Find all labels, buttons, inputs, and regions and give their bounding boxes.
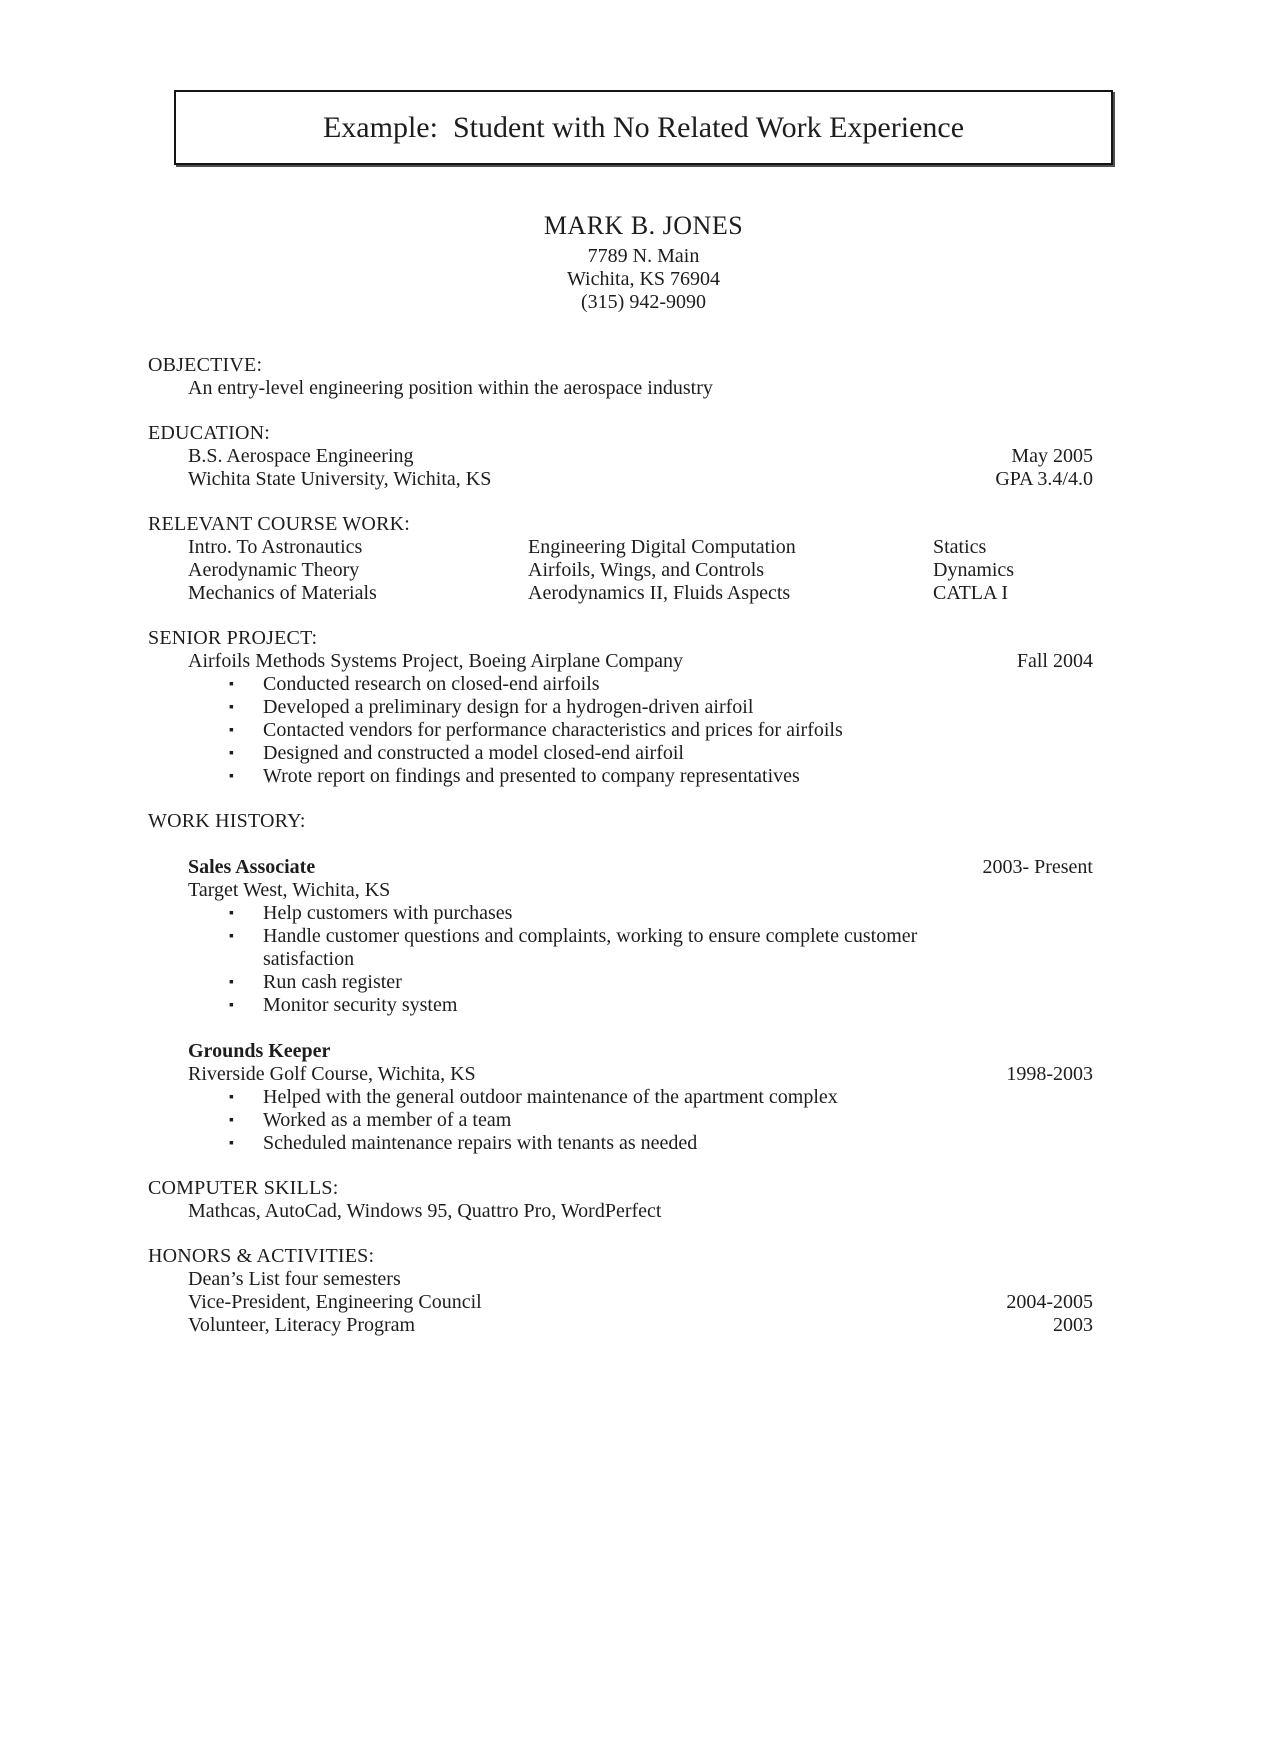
project-title-row <box>148 650 1093 673</box>
section-coursework <box>148 513 1093 605</box>
bullet-text: Handle customer questions and complaints, working to ensure complete customer satisfaction <box>263 925 918 970</box>
senior-project-heading: SENIOR PROJECT: <box>148 627 318 649</box>
square-bullet-icon: ▪ <box>229 906 234 921</box>
job-employer-row <box>148 1063 1093 1086</box>
square-bullet-icon: ▪ <box>229 998 234 1013</box>
job-date: 2003- Present <box>982 856 1093 878</box>
coursework-heading: RELEVANT COURSE WORK: <box>148 513 411 535</box>
computer-skills-heading: COMPUTER SKILLS: <box>148 1177 339 1199</box>
square-bullet-icon: ▪ <box>229 746 234 761</box>
computer-skills-text: Mathcas, AutoCad, Windows 95, Quattro Pro, WordPerfect <box>188 1200 662 1222</box>
honors-row <box>148 1314 1093 1337</box>
job-title: Grounds Keeper <box>188 1040 331 1062</box>
section-honors <box>148 1245 1093 1337</box>
coursework-grid <box>148 536 1093 605</box>
banner-box <box>174 90 1113 165</box>
job-entry <box>148 856 1093 1017</box>
work-history-heading: WORK HISTORY: <box>148 810 306 832</box>
bullet-text: Contacted vendors for performance characteristics and prices for airfoils <box>263 719 843 741</box>
course: Statics <box>933 536 987 558</box>
section-education <box>148 422 1093 491</box>
objective-heading: OBJECTIVE: <box>148 354 263 376</box>
honor-date: 2003 <box>1053 1314 1093 1336</box>
list-item <box>148 742 1093 765</box>
bullet-text: Run cash register <box>263 971 402 993</box>
course: Mechanics of Materials <box>188 582 377 604</box>
list-item <box>148 1109 1093 1132</box>
degree: B.S. Aerospace Engineering <box>188 445 414 467</box>
job-entry <box>148 1040 1093 1155</box>
course: Aerodynamics II, Fluids Aspects <box>528 582 791 604</box>
school: Wichita State University, Wichita, KS <box>188 468 492 490</box>
honors-heading: HONORS & ACTIVITIES: <box>148 1245 375 1267</box>
job-employer: Target West, Wichita, KS <box>188 879 391 901</box>
honors-row <box>148 1291 1093 1314</box>
square-bullet-icon: ▪ <box>229 700 234 715</box>
banner-title: Example: Student with No Related Work Experience <box>322 110 965 144</box>
list-item <box>148 673 1093 696</box>
address-line-2: Wichita, KS 76904 <box>566 268 721 290</box>
square-bullet-icon: ▪ <box>229 769 234 784</box>
address-line-1: 7789 N. Main <box>587 245 700 267</box>
course: Aerodynamic Theory <box>188 559 360 581</box>
bullet-text: Worked as a member of a team <box>263 1109 512 1131</box>
list-item <box>148 1086 1093 1109</box>
education-heading: EDUCATION: <box>148 422 270 444</box>
section-computer-skills <box>148 1177 1093 1223</box>
course: Engineering Digital Computation <box>528 536 796 558</box>
honor-date: 2004-2005 <box>1006 1291 1093 1313</box>
honor-text: Volunteer, Literacy Program <box>188 1314 416 1336</box>
contact-address <box>174 245 1113 314</box>
list-item <box>148 696 1093 719</box>
square-bullet-icon: ▪ <box>229 929 234 944</box>
education-row <box>148 468 1093 491</box>
degree-date: May 2005 <box>1011 445 1093 467</box>
job-title-row <box>148 856 1093 879</box>
resume-body <box>148 354 1093 1337</box>
bullet-text: Scheduled maintenance repairs with tenants as needed <box>263 1132 698 1154</box>
project-title: Airfoils Methods Systems Project, Boeing Airplane Company <box>188 650 683 672</box>
bullet-text: Wrote report on findings and presented to company representatives <box>263 765 800 787</box>
square-bullet-icon: ▪ <box>229 1090 234 1105</box>
objective-text: An entry-level engineering position within the aerospace industry <box>188 377 713 399</box>
bullet-text: Help customers with purchases <box>263 902 513 924</box>
list-item <box>148 1132 1093 1155</box>
list-item <box>148 765 1093 788</box>
job-employer: Riverside Golf Course, Wichita, KS <box>188 1063 476 1085</box>
honor-text: Vice-President, Engineering Council <box>188 1291 482 1313</box>
section-senior-project <box>148 627 1093 788</box>
bullet-text: Conducted research on closed-end airfoils <box>263 673 600 695</box>
phone-number: (315) 942-9090 <box>581 291 706 313</box>
section-objective <box>148 354 1093 400</box>
bullet-text: Developed a preliminary design for a hydrogen-driven airfoil <box>263 696 754 718</box>
course: CATLA I <box>933 582 1008 604</box>
list-item <box>148 719 1093 742</box>
list-item <box>148 971 1093 994</box>
square-bullet-icon: ▪ <box>229 1113 234 1128</box>
project-date: Fall 2004 <box>1016 650 1093 672</box>
job-title: Sales Associate <box>188 856 316 878</box>
gpa: GPA 3.4/4.0 <box>995 468 1093 490</box>
job-date: 1998-2003 <box>1006 1063 1093 1085</box>
list-item <box>148 925 1093 971</box>
honor-text: Dean’s List four semesters <box>188 1268 401 1290</box>
square-bullet-icon: ▪ <box>229 975 234 990</box>
square-bullet-icon: ▪ <box>229 723 234 738</box>
list-item <box>148 994 1093 1017</box>
resume-page <box>0 90 1275 1740</box>
list-item <box>148 902 1093 925</box>
course: Dynamics <box>933 559 1015 581</box>
section-work-history <box>148 810 1093 1155</box>
course: Airfoils, Wings, and Controls <box>528 559 765 581</box>
education-row <box>148 445 1093 468</box>
bullet-text: Monitor security system <box>263 994 458 1016</box>
bullet-text: Helped with the general outdoor maintenance of the apartment complex <box>263 1086 838 1108</box>
bullet-text: Designed and constructed a model closed-end airfoil <box>263 742 684 764</box>
honors-row <box>148 1268 1093 1291</box>
square-bullet-icon: ▪ <box>229 1136 234 1151</box>
candidate-name: MARK B. JONES <box>543 211 744 240</box>
square-bullet-icon: ▪ <box>229 677 234 692</box>
course: Intro. To Astronautics <box>188 536 363 558</box>
contact-header <box>174 211 1113 314</box>
